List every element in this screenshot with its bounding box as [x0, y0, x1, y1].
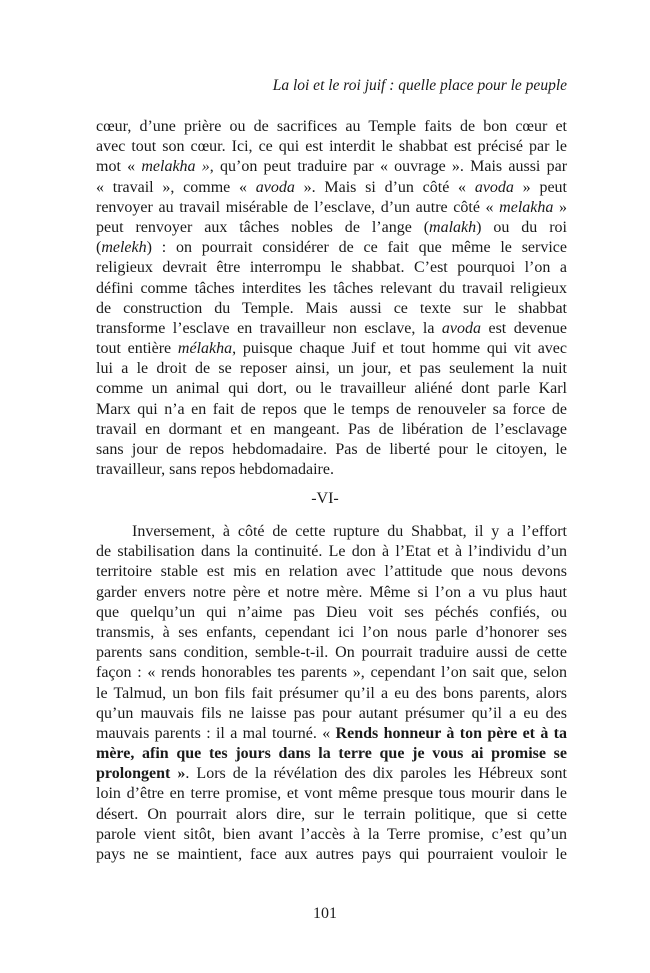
italic-text: melekh	[101, 239, 147, 257]
text-segment: de stabilisation dans la continuité. Le don à l’Etat et à l’individu d’un	[96, 543, 567, 561]
text-line	[96, 238, 567, 258]
page-number: 101	[313, 905, 337, 922]
text-segment: sans jour de repos hebdomadaire. Pas de liberté pour le citoyen, le	[96, 441, 567, 458]
italic-text: avoda	[441, 319, 481, 337]
text-segment: » peut	[513, 178, 567, 196]
text-segment: transforme l’esclave en travailleur non esclave, la	[96, 319, 442, 337]
text-line	[96, 805, 567, 825]
text-line	[96, 359, 567, 379]
running-head: La loi et le roi juif : quelle place pour le peuple	[272, 77, 567, 94]
italic-text: avoda	[255, 178, 295, 196]
text-line	[96, 522, 567, 542]
italic-text: melakha »	[141, 158, 210, 176]
text-segment: ) ou du roi	[476, 218, 567, 236]
text-segment: est devenue	[481, 319, 568, 337]
text-segment: tout entière	[96, 340, 178, 358]
paragraph-1	[96, 117, 567, 480]
text-line	[96, 218, 567, 238]
text-segment: ». Mais si d’un côté «	[294, 178, 475, 196]
text-segment: désert. On pourrait alors dire, sur le terrain politique, que si cette	[96, 805, 567, 823]
text-line	[96, 562, 567, 582]
section-heading: -VI-	[311, 490, 339, 507]
text-segment: comme un animal qui dort, ou le travailleur aliéné dont parle Karl	[96, 380, 567, 398]
text-line	[96, 663, 567, 683]
text-line	[96, 258, 567, 278]
text-segment: qu’un mauvais fils ne laisse pas pour autant présumer qu’il a eu des	[96, 704, 567, 722]
text-segment: cœur, d’une prière ou de sacrifices au Temple faits de bon cœur et	[96, 118, 567, 135]
text-line	[96, 420, 567, 440]
text-segment: Marx qui n’a en fait de repos que le temps de renouveler sa force de	[96, 400, 567, 418]
italic-text: melakha	[499, 198, 554, 216]
text-segment: renvoyer au travail misérable de l’esclave, d’un autre côté «	[96, 198, 500, 216]
paragraph-2	[96, 522, 567, 865]
text-segment: . Lors de la révélation des dix paroles les Hébreux sont	[185, 765, 568, 783]
text-line	[96, 684, 567, 704]
text-segment: lui a le droit de se reposer ainsi, un jour, et pas seulement la nuit	[96, 360, 567, 378]
text-line	[96, 603, 567, 623]
text-segment: (	[96, 239, 102, 257]
text-segment: , qu’on peut traduire par « ouvrage ». Mais aussi par	[209, 158, 568, 176]
text-segment: travail en dormant et en mangeant. Pas de libération de l’esclavage	[96, 420, 567, 438]
text-line	[96, 400, 567, 420]
text-segment: mot «	[96, 158, 142, 176]
text-line	[96, 319, 567, 339]
text-segment: , puisque chaque Juif et tout homme qui vit avec	[232, 340, 567, 358]
text-segment: avec tout son cœur. Ici, ce qui est interdit le shabbat est précisé par le	[96, 138, 567, 156]
text-segment: mauvais parents : il a mal tourné. «	[96, 724, 336, 742]
text-segment: territoire stable est mis en relation avec l’attitude que nous devons	[96, 563, 567, 581]
text-line	[96, 279, 567, 299]
text-line	[96, 704, 567, 724]
text-segment: façon : « rends honorables tes parents », cependant l’on sait que, selon	[96, 664, 567, 682]
text-line	[96, 623, 567, 643]
text-line	[96, 744, 567, 764]
text-line	[96, 117, 567, 137]
text-line	[96, 299, 567, 319]
text-line	[96, 339, 567, 359]
text-line	[96, 542, 567, 562]
text-segment: transmis, à ses enfants, cependant ici l’on nous parle d’honorer ses	[96, 623, 567, 641]
text-segment: défini comme tâches interdites les tâches relevant du travail religieux	[96, 279, 567, 297]
bold-text: Rends honneur à ton père et à ta	[335, 724, 568, 742]
text-line	[96, 137, 567, 157]
text-segment: de construction du Temple. Mais aussi ce texte sur le shabbat	[96, 299, 567, 317]
text-segment: loin d’être en terre promise, et vont même presque tous mourir dans le	[96, 785, 567, 803]
text-segment: parole vient sitôt, bien avant l’accès à la Terre promise, c’est qu’un	[96, 825, 567, 843]
text-line	[96, 643, 567, 663]
text-line	[96, 198, 567, 218]
text-line	[96, 825, 567, 845]
text-segment: ) : on pourrait considérer de ce fait que même le service	[146, 239, 567, 257]
text-segment: parents sans condition, semble-t-il. On pourrait traduire aussi de cette	[96, 644, 567, 662]
text-line	[96, 583, 567, 603]
italic-text: mélakha	[177, 340, 233, 358]
bold-text: mère, afin que tes jours dans la terre que je vous ai promise se	[96, 745, 567, 763]
text-segment: religieux devrait être interrompu le shabbat. C’est pourquoi l’on a	[96, 259, 567, 277]
bold-text: prolongent »	[96, 765, 186, 783]
text-line	[96, 440, 567, 460]
text-line	[96, 460, 567, 480]
text-segment: travailleur, sans repos hebdomadaire.	[96, 461, 334, 479]
text-segment: peut renvoyer aux tâches nobles de l’ange (	[96, 218, 430, 236]
text-line	[96, 724, 567, 744]
text-line	[96, 178, 567, 198]
text-line	[96, 157, 567, 177]
text-line	[96, 784, 567, 804]
text-line	[96, 764, 567, 784]
italic-text: malakh	[429, 218, 477, 236]
text-line	[96, 845, 567, 865]
text-segment: le Talmud, un bon fils fait présumer qu’il a eu des bons parents, alors	[96, 684, 567, 702]
text-segment: pays ne se maintient, face aux autres pays qui pourraient vouloir le	[96, 846, 567, 863]
text-segment: que quelqu’un qui n’aime pas Dieu voit ses péchés confiés, ou	[96, 603, 567, 621]
italic-text: avoda	[474, 178, 514, 196]
text-segment: garder envers notre père et notre mère. Même si l’on a vu plus haut	[96, 583, 567, 601]
text-segment: Inversement, à côté de cette rupture du Shabbat, il y a l’effort	[132, 523, 567, 540]
text-segment: »	[553, 198, 567, 216]
text-line	[96, 379, 567, 399]
text-segment: « travail », comme «	[96, 178, 256, 196]
